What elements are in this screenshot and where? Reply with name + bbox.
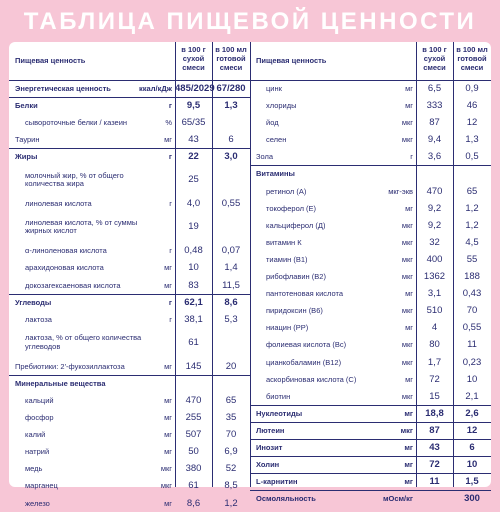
row-name: пантотеновая кислота	[266, 289, 343, 299]
row-name: докозагексаеновая кислота	[25, 280, 121, 290]
row-name: кальций	[25, 395, 54, 405]
row-name: калий	[25, 430, 46, 440]
row-unit: мкг	[160, 481, 172, 491]
row-unit: г	[168, 152, 172, 162]
row-value-ready: 52	[225, 463, 237, 475]
row-unit: мкг	[401, 237, 413, 247]
row-value-ready: 70	[225, 429, 237, 441]
row-value-dry: 80	[429, 339, 440, 351]
table-row	[9, 131, 250, 149]
table-row	[9, 443, 250, 460]
table-row	[9, 242, 250, 259]
row-value-ready: 1,3	[465, 134, 479, 146]
right-header	[250, 42, 491, 81]
row-value-dry: 72	[429, 373, 440, 385]
row-unit: мкг	[401, 306, 413, 316]
table-row	[250, 388, 491, 406]
row-unit: мг	[405, 374, 413, 384]
row-value-dry: 1362	[423, 271, 446, 283]
row-unit: мг	[164, 430, 172, 440]
row-unit: мОсм/кг	[382, 494, 413, 504]
row-name: цианкобаламин (В12)	[266, 357, 342, 367]
row-value-dry: 485/2029	[175, 83, 215, 94]
row-name: линолевая кислота	[25, 199, 92, 209]
table-row	[250, 217, 491, 234]
row-name: L-карнитин	[256, 477, 298, 487]
header-col1: в 100 г сухой смеси	[422, 45, 447, 72]
row-name: лактоза, % от общего количества углеводов	[25, 333, 142, 351]
row-value-dry: 87	[429, 117, 440, 129]
row-name: рибофлавин (В2)	[266, 272, 326, 282]
row-name: лактоза	[25, 314, 52, 324]
row-unit: г	[169, 314, 172, 324]
table-row	[9, 392, 250, 409]
row-value-ready: 35	[225, 412, 237, 424]
row-value-dry: 0,48	[184, 245, 203, 257]
table-row	[250, 473, 491, 491]
row-value-ready: 6	[228, 134, 234, 146]
row-name: α-линоленовая кислота	[25, 246, 107, 256]
row-name: Витамины	[256, 169, 295, 179]
row-value-dry: 32	[429, 236, 440, 248]
page-title: ТАБЛИЦА ПИЩЕВОЙ ЦЕННОСТИ	[23, 8, 477, 35]
row-name: Пребиотики: 2'-фукозиллактоза	[15, 361, 125, 371]
row-value-dry: 15	[429, 390, 440, 402]
table-row	[250, 200, 491, 217]
table-row	[9, 148, 250, 165]
header-col1: в 100 г сухой смеси	[181, 45, 206, 72]
row-name: сывороточные белки / казеин	[25, 118, 128, 128]
row-value-ready: 4,5	[465, 236, 479, 248]
table-row	[250, 251, 491, 268]
row-name: Энергетическая ценность	[15, 84, 111, 93]
column-divider	[175, 42, 176, 487]
row-name: натрий	[25, 447, 50, 457]
row-unit: мкг	[401, 357, 413, 367]
table-row	[250, 422, 491, 440]
row-unit: ккал/кДж	[139, 84, 172, 93]
row-name: токоферол (Е)	[266, 203, 317, 213]
row-name: железо	[25, 498, 50, 508]
row-unit: мкг	[401, 340, 413, 350]
row-value-ready: 8,5	[224, 480, 238, 492]
row-name: ретинол (А)	[266, 186, 307, 196]
row-name: Нуклеотиды	[256, 408, 303, 418]
row-value-ready: 1,2	[465, 219, 479, 231]
row-value-dry: 38,1	[184, 313, 203, 325]
column-divider	[212, 42, 213, 487]
table-row	[9, 114, 250, 131]
row-value-ready: 300	[464, 493, 480, 505]
header-name: Пищевая ценность	[256, 56, 327, 65]
row-unit: мкг	[401, 118, 413, 128]
row-value-ready: 0,43	[462, 288, 482, 300]
row-value-ready: 0,07	[221, 245, 241, 257]
row-unit: мкг	[401, 220, 413, 230]
row-value-ready: 2,6	[465, 407, 479, 419]
row-unit: г	[168, 101, 172, 111]
row-unit: мг	[164, 280, 172, 290]
row-name: Зола	[256, 152, 274, 162]
row-value-dry: 83	[188, 279, 199, 291]
row-name: Углеводы	[15, 297, 52, 307]
table-row	[9, 495, 250, 512]
row-name: витамин К	[266, 237, 302, 247]
table-row	[250, 148, 491, 166]
row-unit: г	[169, 199, 172, 209]
row-unit: мг	[405, 101, 413, 111]
table-row	[250, 131, 491, 148]
row-name: Лютеин	[256, 425, 285, 435]
row-value-ready: 0,55	[462, 322, 482, 334]
table-row	[9, 195, 250, 212]
table-row	[9, 426, 250, 443]
row-value-dry: 3,6	[427, 151, 442, 163]
table-row	[9, 311, 250, 328]
row-value-dry: 510	[426, 305, 443, 317]
row-value-dry: 11	[429, 476, 440, 488]
row-unit: мкг	[401, 272, 413, 282]
row-unit: мг	[404, 442, 413, 452]
row-name: кальциферол (Д)	[266, 220, 326, 230]
table-row	[9, 460, 250, 477]
row-value-dry: 9,5	[186, 100, 201, 112]
row-unit: мг	[405, 289, 413, 299]
row-unit: мкг	[400, 425, 413, 435]
row-name: марганец	[25, 481, 58, 491]
row-value-ready: 46	[466, 100, 478, 112]
row-unit: мкг	[401, 391, 413, 401]
row-value-dry: 3,1	[427, 288, 442, 300]
header-col2: в 100 мл готовой смеси	[456, 45, 488, 72]
row-value-dry: 470	[185, 394, 202, 406]
left-column	[9, 42, 251, 509]
table-row	[9, 165, 250, 195]
table-row	[250, 319, 491, 336]
row-value-ready: 3,0	[224, 151, 238, 163]
row-value-dry: 380	[185, 463, 202, 475]
table-row	[250, 439, 491, 457]
row-value-dry: 6,5	[427, 83, 442, 94]
row-value-dry: 62,1	[184, 296, 203, 308]
row-value-ready: 11,5	[222, 279, 240, 291]
row-unit: мг	[164, 413, 172, 423]
table-row	[250, 302, 491, 319]
row-value-dry: 8,6	[186, 497, 201, 509]
table-row	[250, 285, 491, 302]
row-value-dry: 19	[188, 221, 199, 233]
row-unit: мкг	[401, 135, 413, 145]
row-unit: мг	[164, 361, 172, 371]
left-header	[9, 42, 250, 81]
row-name: Жиры	[15, 152, 38, 162]
row-unit: мг	[404, 477, 413, 487]
row-unit: мг	[404, 408, 413, 418]
row-value-dry: 1,7	[427, 356, 442, 368]
row-value-ready: 20	[225, 360, 237, 372]
table-row	[9, 97, 250, 114]
right-column	[250, 42, 491, 505]
row-unit: мг	[164, 498, 172, 508]
row-value-dry: 18,8	[425, 407, 444, 419]
row-value-dry: 255	[185, 412, 202, 424]
table-row	[250, 371, 491, 388]
table-row	[9, 80, 250, 98]
row-name: биотин	[266, 391, 291, 401]
row-value-dry: 400	[426, 253, 443, 265]
row-value-dry: 25	[188, 174, 199, 186]
left-rows	[9, 80, 250, 509]
table-row	[9, 375, 250, 392]
row-name: арахидоновая кислота	[25, 263, 104, 273]
row-value-dry: 9,4	[427, 134, 442, 146]
row-unit: мг	[405, 84, 413, 93]
row-name: Минеральные вещества	[15, 378, 106, 388]
row-value-dry: 50	[188, 446, 199, 458]
row-unit: мг	[404, 460, 413, 470]
row-name: селен	[266, 135, 287, 145]
table-row	[9, 328, 250, 358]
table-row	[9, 259, 250, 276]
row-unit: мг	[405, 203, 413, 213]
row-name: Таурин	[15, 135, 40, 145]
row-value-ready: 1,3	[224, 100, 238, 112]
row-value-dry: 61	[188, 480, 199, 492]
table-row	[250, 234, 491, 251]
table-row	[250, 97, 491, 114]
right-rows	[250, 80, 491, 505]
column-divider	[453, 42, 454, 487]
row-unit: %	[165, 118, 172, 128]
row-name: молочный жир, % от общего количества жира	[25, 170, 124, 189]
table-row	[9, 294, 250, 311]
row-value-ready: 12	[466, 424, 478, 436]
row-value-dry: 4	[431, 322, 438, 334]
row-value-dry: 87	[429, 424, 440, 436]
table-row	[250, 183, 491, 200]
row-value-dry: 43	[429, 441, 440, 453]
row-value-ready: 0,5	[465, 151, 479, 163]
row-name: Холин	[256, 460, 280, 470]
row-unit: мг	[164, 447, 172, 457]
header-col2: в 100 мл готовой смеси	[215, 45, 247, 72]
row-value-ready: 0,23	[462, 356, 482, 368]
table-row	[250, 490, 491, 507]
table-row	[250, 354, 491, 371]
table-row	[9, 277, 250, 295]
row-value-dry: 65/35	[181, 117, 206, 129]
row-value-ready: 67/280	[216, 83, 246, 94]
table-row	[250, 80, 491, 97]
row-unit: мкг-экв	[388, 186, 413, 196]
row-value-ready: 6,9	[224, 446, 238, 458]
row-value-ready: 1,2	[465, 202, 479, 214]
table-row	[9, 212, 250, 242]
row-unit: мг	[164, 395, 172, 405]
row-value-dry: 10	[188, 262, 199, 274]
row-name: хлориды	[266, 101, 297, 111]
row-value-ready: 6	[469, 441, 475, 453]
row-name: ниацин (РР)	[266, 323, 309, 333]
row-name: цинк	[266, 84, 282, 93]
row-name: тиамин (В1)	[266, 254, 308, 264]
row-unit: мг	[164, 263, 172, 273]
row-value-ready: 1,4	[224, 262, 238, 274]
row-name: пиридоксин (В6)	[266, 306, 323, 316]
row-value-ready: 5,3	[224, 313, 238, 325]
row-value-dry: 43	[188, 134, 199, 146]
row-value-ready: 65	[225, 394, 237, 406]
row-value-ready: 188	[464, 271, 480, 283]
row-unit: мкг	[401, 254, 413, 264]
column-divider	[416, 42, 417, 487]
row-unit: г	[169, 246, 172, 256]
row-value-ready: 8,6	[224, 296, 238, 308]
row-name: фосфор	[25, 413, 54, 423]
row-value-ready: 0,55	[221, 198, 241, 210]
row-value-ready: 2,1	[465, 390, 479, 402]
row-value-ready: 12	[466, 117, 478, 129]
row-value-dry: 507	[185, 429, 202, 441]
row-value-dry: 9,2	[427, 219, 442, 231]
row-value-ready: 1,5	[465, 476, 479, 488]
row-value-ready: 55	[466, 253, 478, 265]
table-row	[9, 358, 250, 376]
row-value-dry: 61	[188, 336, 199, 348]
row-unit: мг	[405, 323, 413, 333]
row-name: йод	[266, 118, 279, 128]
row-value-dry: 145	[185, 360, 202, 372]
row-name: Белки	[15, 101, 38, 111]
table-row	[9, 477, 250, 494]
table-row	[250, 114, 491, 131]
table-row	[250, 336, 491, 353]
row-name: Осмоляльность	[256, 494, 316, 504]
row-value-dry: 72	[429, 459, 440, 471]
row-value-ready: 10	[466, 373, 478, 385]
table-row	[250, 456, 491, 474]
table-row	[250, 165, 491, 182]
row-value-ready: 1,2	[224, 497, 238, 509]
row-unit: г	[168, 297, 172, 307]
row-name: медь	[25, 464, 43, 474]
row-value-dry: 22	[188, 151, 199, 163]
row-name: аскорбиновая кислота (С)	[266, 374, 357, 384]
table-row	[250, 405, 491, 423]
row-value-dry: 333	[426, 100, 443, 112]
row-value-ready: 11	[467, 339, 477, 351]
row-unit: г	[410, 152, 413, 162]
row-value-dry: 4,0	[186, 198, 201, 210]
row-value-ready: 65	[466, 185, 478, 197]
row-value-ready: 10	[466, 459, 478, 471]
row-unit: мкг	[160, 464, 172, 474]
row-value-dry: 9,2	[427, 202, 442, 214]
row-value-ready: 0,9	[465, 83, 479, 94]
row-name: Инозит	[256, 442, 283, 452]
row-unit: мг	[164, 135, 172, 145]
nutrition-table	[9, 42, 491, 509]
row-value-dry: 470	[426, 185, 443, 197]
row-name: фолиевая кислота (Вс)	[266, 340, 347, 350]
header-name: Пищевая ценность	[15, 56, 86, 65]
table-row	[250, 268, 491, 285]
row-value-ready: 70	[466, 305, 478, 317]
row-name: линолевая кислота, % от суммы жирных кислот	[25, 217, 138, 236]
table-row	[9, 409, 250, 426]
